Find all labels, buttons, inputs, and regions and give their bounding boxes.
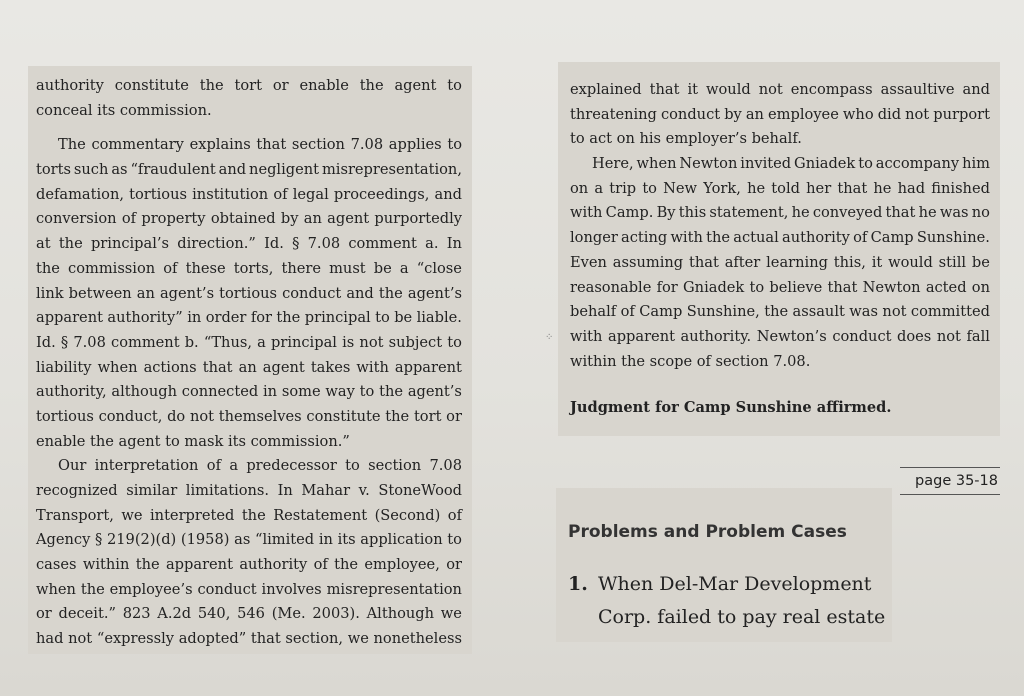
text-line: cases within the apparent authority of the employee, or [36, 556, 462, 574]
problem-text-line: When Del-Mar Development [598, 573, 872, 595]
judgment-heading: Judgment for Camp Sunshine affirmed. [570, 399, 892, 417]
text-line: conversion of property obtained by an agent purportedly [36, 210, 462, 228]
text-line: torts such as “fraudulent and negligent misrepresentation, [36, 161, 462, 179]
text-line: behalf of Camp Sunshine, the assault was not committed [570, 303, 990, 321]
left-text-column [28, 66, 472, 654]
text-line: liability when actions that an agent takes with apparent [36, 358, 462, 376]
text-line: with Camp. By this statement, he conveyed that he was no [570, 204, 990, 222]
text-line: or deceit.” 823 A.2d 540, 546 (Me. 2003). Although we [36, 605, 462, 623]
paragraph-start-line: Our interpretation of a predecessor to section 7.08 [58, 457, 462, 475]
text-line: the commission of these torts, there must be a “close [36, 259, 462, 277]
page-reference: page 35-18 [900, 467, 1000, 495]
text-line: with apparent authority. Newton’s conduct does not fall [570, 327, 990, 345]
text-line: on a trip to New York, he told her that he had finished [570, 179, 990, 197]
text-line: conceal its commission. [36, 101, 212, 119]
problem-text-line: Corp. failed to pay real estate [598, 606, 886, 628]
text-line: when the employee’s conduct involves misrepresentation [36, 580, 462, 598]
text-line: within the scope of section 7.08. [570, 352, 811, 370]
text-line: defamation, tortious institution of legal proceedings, and [36, 185, 462, 203]
text-line: at the principal’s direction.” Id. § 7.08 comment a. In [36, 235, 462, 253]
problem-item [568, 568, 892, 601]
text-line: link between an agent’s tortious conduct and the agent’s [36, 284, 462, 302]
paragraph-start-line: Here, when Newton invited Gniadek to accompany him [592, 155, 990, 173]
text-line: recognized similar limitations. In Mahar v. StoneWood [36, 482, 462, 499]
text-line: threatening conduct by an employee who did not purport [570, 105, 990, 123]
text-line: longer acting with the actual authority of Camp Sunshine. [570, 229, 990, 247]
text-line: to act on his employer’s behalf. [570, 130, 802, 148]
text-line: authority, although connected in some way to the agent’s [36, 383, 462, 401]
problems-section [556, 488, 892, 642]
text-line: Id. § 7.08 comment b. “Thus, a principal is not subject to [36, 333, 462, 351]
paragraph-start-line: The commentary explains that section 7.08 applies to [58, 136, 462, 154]
text-line: enable the agent to mask its commission.” [36, 432, 350, 450]
text-line: authority constitute the tort or enable the agent to [36, 77, 462, 94]
problem-item-continuation [568, 601, 892, 634]
margin-mark: ⁘ [545, 332, 554, 343]
right-text-column [558, 62, 1000, 436]
text-line: explained that it would not encompass assaultive and [570, 81, 990, 98]
text-line: Even assuming that after learning this, it would still be [570, 253, 990, 271]
text-line: Agency § 219(2)(d) (1958) as “limited in its application to [36, 531, 462, 549]
problem-number: 1. [568, 573, 588, 595]
text-line: Transport, we interpreted the Restatement (Second) of [36, 506, 462, 524]
text-line: apparent authority” in order for the principal to be liable. [36, 309, 462, 327]
text-line: tortious conduct, do not themselves constitute the tort or [36, 407, 462, 425]
text-line: reasonable for Gniadek to believe that Newton acted on [570, 278, 990, 296]
problems-heading: Problems and Problem Cases [568, 522, 847, 542]
text-line: had not “expressly adopted” that section, we nonetheless [36, 630, 462, 648]
